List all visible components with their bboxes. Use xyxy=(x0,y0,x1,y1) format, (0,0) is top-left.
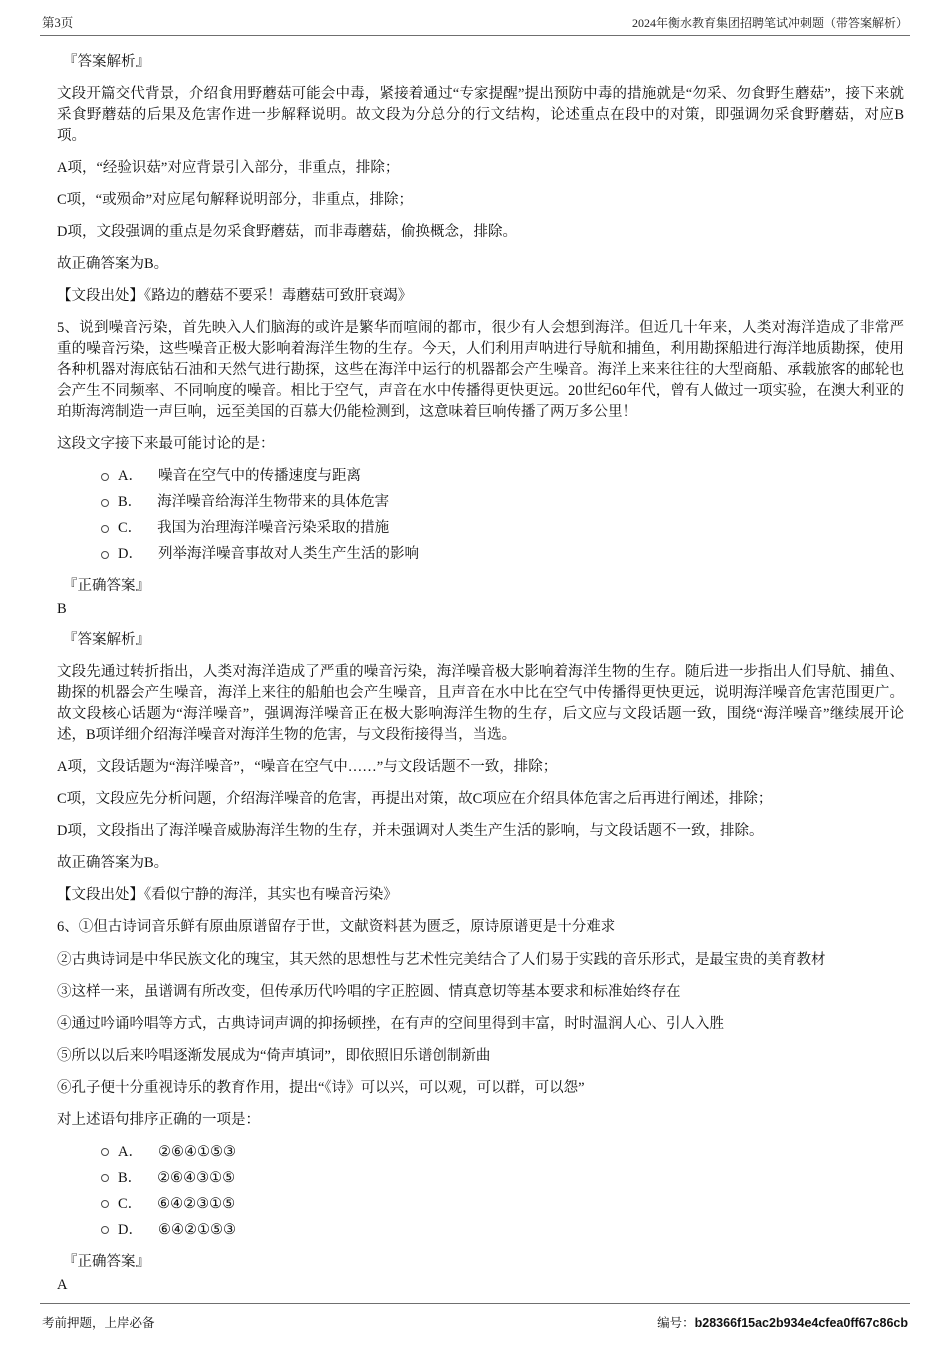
radio-icon[interactable] xyxy=(101,1174,109,1182)
page-header xyxy=(40,0,910,36)
option-letter: C． xyxy=(118,1195,143,1212)
option-text: 噪音在空气中的传播速度与距离 xyxy=(157,468,361,485)
option-text: 列举海洋噪音事故对人类生产生活的影响 xyxy=(157,546,419,563)
q5-analysis-label: 『答案解析』 xyxy=(63,632,150,649)
radio-icon[interactable] xyxy=(101,473,109,481)
q5-option-a[interactable] xyxy=(101,466,904,487)
q5-option-c-analysis: C项，文段应先分析问题，介绍海洋噪音的危害，再提出对策，故C项应在介绍具体危害之后再进行阐述，排除； xyxy=(57,791,773,808)
q5-option-b[interactable] xyxy=(101,492,904,513)
option-text: ②⑥④③①⑤ xyxy=(157,1169,236,1186)
q5-stem: 5、说到噪音污染，首先映入人们脑海的或许是繁华而喧闹的都市，很少有人会想到海洋。但近几十年来，人类对海洋造成了非常严重的噪音污染，这些噪音正极大影响着海洋生物的生存。今天，人们利用声呐进行导航和捕鱼，利用勘探船进行海洋地质勘探，使用各种机器对海底钻石油和天然气进行勘探，这些在海洋中运行的机器都会产生噪音。海洋上来来往往的大型商船、承载旅客的邮轮也会产生不同频率、不同响度的噪音。相比于空气，声音在水中传播得更快更远。20世纪60年代，曾有人做过一项实验，在澳大利亚的珀斯海湾制造一声巨响，远至美国的百慕大仍能检测到，这意味着巨响传播了两万多公里！ xyxy=(57,320,904,421)
option-letter: B． xyxy=(118,494,143,511)
radio-icon[interactable] xyxy=(101,1200,109,1208)
option-letter: C． xyxy=(118,520,143,537)
option-text: 海洋噪音给海洋生物带来的具体危害 xyxy=(157,494,390,511)
q5-source: 【文段出处】《看似宁静的海洋，其实也有噪音污染》 xyxy=(57,887,398,904)
q6-sentence-2: ②古典诗词是中华民族文化的瑰宝，其天然的思想性与艺术性完美结合了人们易于实践的音乐形式，是最宝贵的美育教材 xyxy=(57,951,826,968)
q4-option-c-analysis: C项，“或殒命”对应尾句解释说明部分，非重点，排除； xyxy=(57,192,414,209)
q5-analysis-paragraph: 文段先通过转折指出，人类对海洋造成了严重的噪音污染，海洋噪音极大影响着海洋生物的生存。随后进一步指出人们导航、捕鱼、勘探的机器会产生噪音，海洋上来往的船舶也会产生噪音，且声音在水中比在空气中传播得更快更远，说明海洋噪音危害范围更广。故文段核心话题为“海洋噪音”，强调海洋噪音正在极大影响海洋生物的生存，后文应与文段话题一致，围绕“海洋噪音”继续展开论述，B项详细介绍海洋噪音对海洋生物的危害，与文段衔接得当，当选。 xyxy=(57,664,904,744)
q6-sentence-6: ⑥孔子便十分重视诗乐的教育作用，提出“《诗》可以兴，可以观，可以群，可以怨” xyxy=(57,1079,585,1096)
q5-correct-answer: B xyxy=(57,601,67,618)
q6-correct-answer: A xyxy=(57,1276,68,1293)
q6-option-a[interactable] xyxy=(101,1142,904,1163)
q6-sentence-3: ③这样一来，虽谱调有所改变，但传承历代吟唱的字正腔圆、情真意切等基本要求和标准始终存在 xyxy=(57,983,681,1000)
q5-conclusion: 故正确答案为B。 xyxy=(57,855,169,872)
radio-icon[interactable] xyxy=(101,499,109,507)
q6-option-b[interactable] xyxy=(101,1168,904,1189)
q4-option-d-analysis: D项，文段强调的重点是勿采食野蘑菇，而非毒蘑菇，偷换概念，排除。 xyxy=(57,224,517,241)
q6-options xyxy=(101,1142,904,1241)
q4-source: 【文段出处】《路边的蘑菇不要采！毒蘑菇可致肝衰竭》 xyxy=(57,288,413,305)
option-text: ②⑥④①⑤③ xyxy=(157,1143,236,1160)
option-letter: A． xyxy=(118,1143,143,1160)
q5-option-d-analysis: D项，文段指出了海洋噪音威胁海洋生物的生存，并未强调对人类生产生活的影响，与文段话题不一致，排除。 xyxy=(57,823,764,840)
option-letter: D． xyxy=(118,1221,143,1238)
radio-icon[interactable] xyxy=(101,1148,109,1156)
q4-analysis-label: 『答案解析』 xyxy=(63,54,150,70)
option-text: ⑥④②①⑤③ xyxy=(157,1221,236,1238)
q5-correct-answer-label: 『正确答案』 xyxy=(63,578,150,595)
document-content xyxy=(0,36,950,1303)
q6-option-c[interactable] xyxy=(101,1194,904,1215)
option-letter: A． xyxy=(118,468,143,485)
q6-correct-answer-label: 『正确答案』 xyxy=(63,1253,150,1270)
radio-icon[interactable] xyxy=(101,525,109,533)
radio-icon[interactable] xyxy=(101,1226,109,1234)
option-text: ⑥④②③①⑤ xyxy=(157,1195,236,1212)
q4-conclusion: 故正确答案为B。 xyxy=(57,256,169,273)
page-number: 第3页 xyxy=(42,16,74,30)
footer-code xyxy=(657,1313,908,1331)
page-footer xyxy=(40,1303,910,1345)
option-text: 我国为治理海洋噪音污染采取的措施 xyxy=(157,520,390,537)
q5-option-d[interactable] xyxy=(101,544,904,565)
radio-icon[interactable] xyxy=(101,551,109,559)
option-letter: D． xyxy=(118,546,143,563)
footer-slogan: 考前押题，上岸必备 xyxy=(42,1316,155,1330)
q5-option-c[interactable] xyxy=(101,518,904,539)
code-value: b28366f15ac2b934e4cfea0ff67c86cb xyxy=(694,1316,908,1330)
code-label: 编号： xyxy=(657,1316,695,1330)
q6-sentence-5: ⑤所以以后来吟唱逐渐发展成为“倚声填词”，即依照旧乐谱创制新曲 xyxy=(57,1047,491,1064)
option-letter: B． xyxy=(118,1169,143,1186)
q6-option-d[interactable] xyxy=(101,1220,904,1241)
q4-option-a-analysis: A项，“经验识菇”对应背景引入部分，非重点，排除； xyxy=(57,160,400,177)
q5-option-a-analysis: A项，文段话题为“海洋噪音”，“噪音在空气中……”与文段话题不一致，排除； xyxy=(57,759,558,776)
q5-options xyxy=(101,466,904,565)
document-title: 2024年衡水教育集团招聘笔试冲刺题（带答案解析） xyxy=(631,16,908,30)
q6-sentence-4: ④通过吟诵吟唱等方式，古典诗词声调的抑扬顿挫，在有声的空间里得到丰富，时时温润人心、引人入胜 xyxy=(57,1015,724,1032)
q6-sentence-1: 6、①但古诗词音乐鲜有原曲原谱留存于世，文献资料甚为匮乏，原诗原谱更是十分难求 xyxy=(57,919,616,936)
q6-prompt: 对上述语句排序正确的一项是： xyxy=(57,1111,260,1128)
q5-prompt: 这段文字接下来最可能讨论的是： xyxy=(57,436,275,453)
q4-analysis-paragraph: 文段开篇交代背景，介绍食用野蘑菇可能会中毒，紧接着通过“专家提醒”提出预防中毒的措施就是“勿采、勿食野生蘑菇”，接下来就采食野蘑菇的后果及危害作进一步解释说明。故文段为分总分的行文结构，论述重点在段中的对策，即强调勿采食野蘑菇，对应B项。 xyxy=(57,86,904,145)
